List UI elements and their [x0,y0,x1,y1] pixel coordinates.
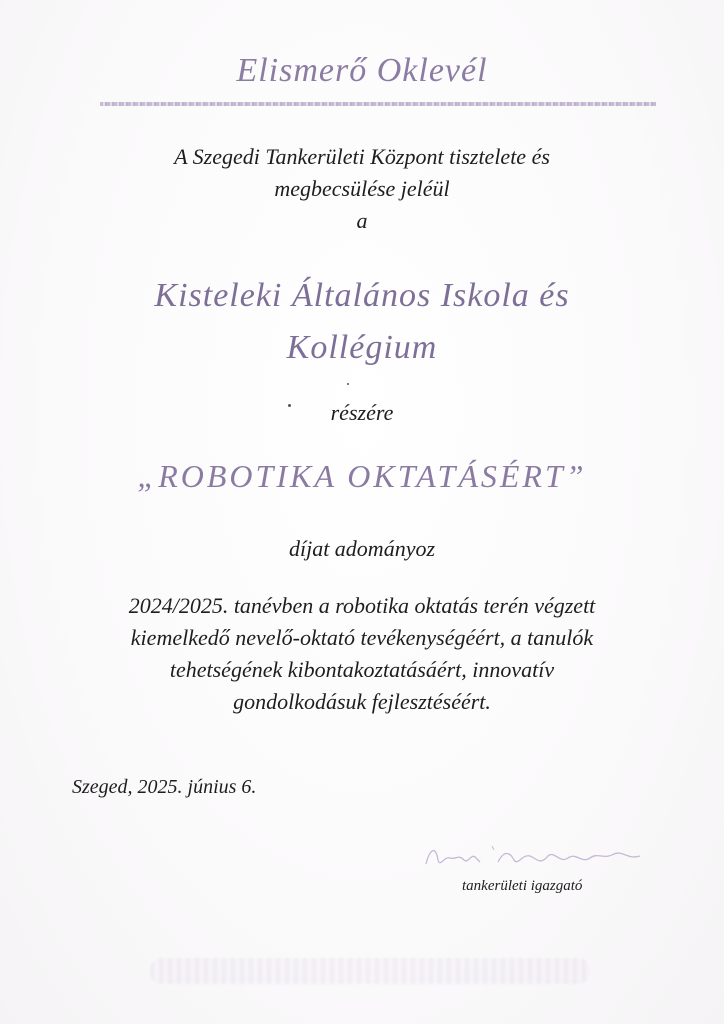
recipient-line-1: Kisteleki Általános Iskola és [154,277,570,314]
citation-line-4: gondolkodásuk fejlesztéséért. [233,689,491,714]
place-and-date: Szeged, 2025. június 6. [72,776,257,798]
citation-text [70,590,654,718]
citation-line-2: kiemelkedő nevelő-oktató tevékenységéért, a tanulók [130,625,594,650]
for-label: részére [330,400,394,425]
citation-line-3: tehetségének kibontakoztatásáért, innovatív [169,657,555,682]
award-verb: díjat adományoz [288,536,436,561]
watermark-band [150,958,590,984]
title-divider [100,102,656,106]
intro-line-1: A Szegedi Tankerületi Központ tisztelete és [174,144,550,169]
certificate-title: Elismerő Oklevél [236,52,488,89]
recipient-line-2: Kollégium [286,329,438,366]
intro-article: a [356,208,368,233]
handwritten-signature [418,838,648,878]
citation-line-1: 2024/2025. tanévben a robotika oktatás terén végzett [128,593,596,618]
recipient-name [100,270,624,374]
signer-role: tankerületi igazgató [462,878,583,894]
intro-text [80,141,644,237]
award-name: „ROBOTIKA OKTATÁSÉRT” [137,458,587,494]
ink-speck [347,383,349,385]
intro-line-2: megbecsülése jeléül [274,176,450,201]
